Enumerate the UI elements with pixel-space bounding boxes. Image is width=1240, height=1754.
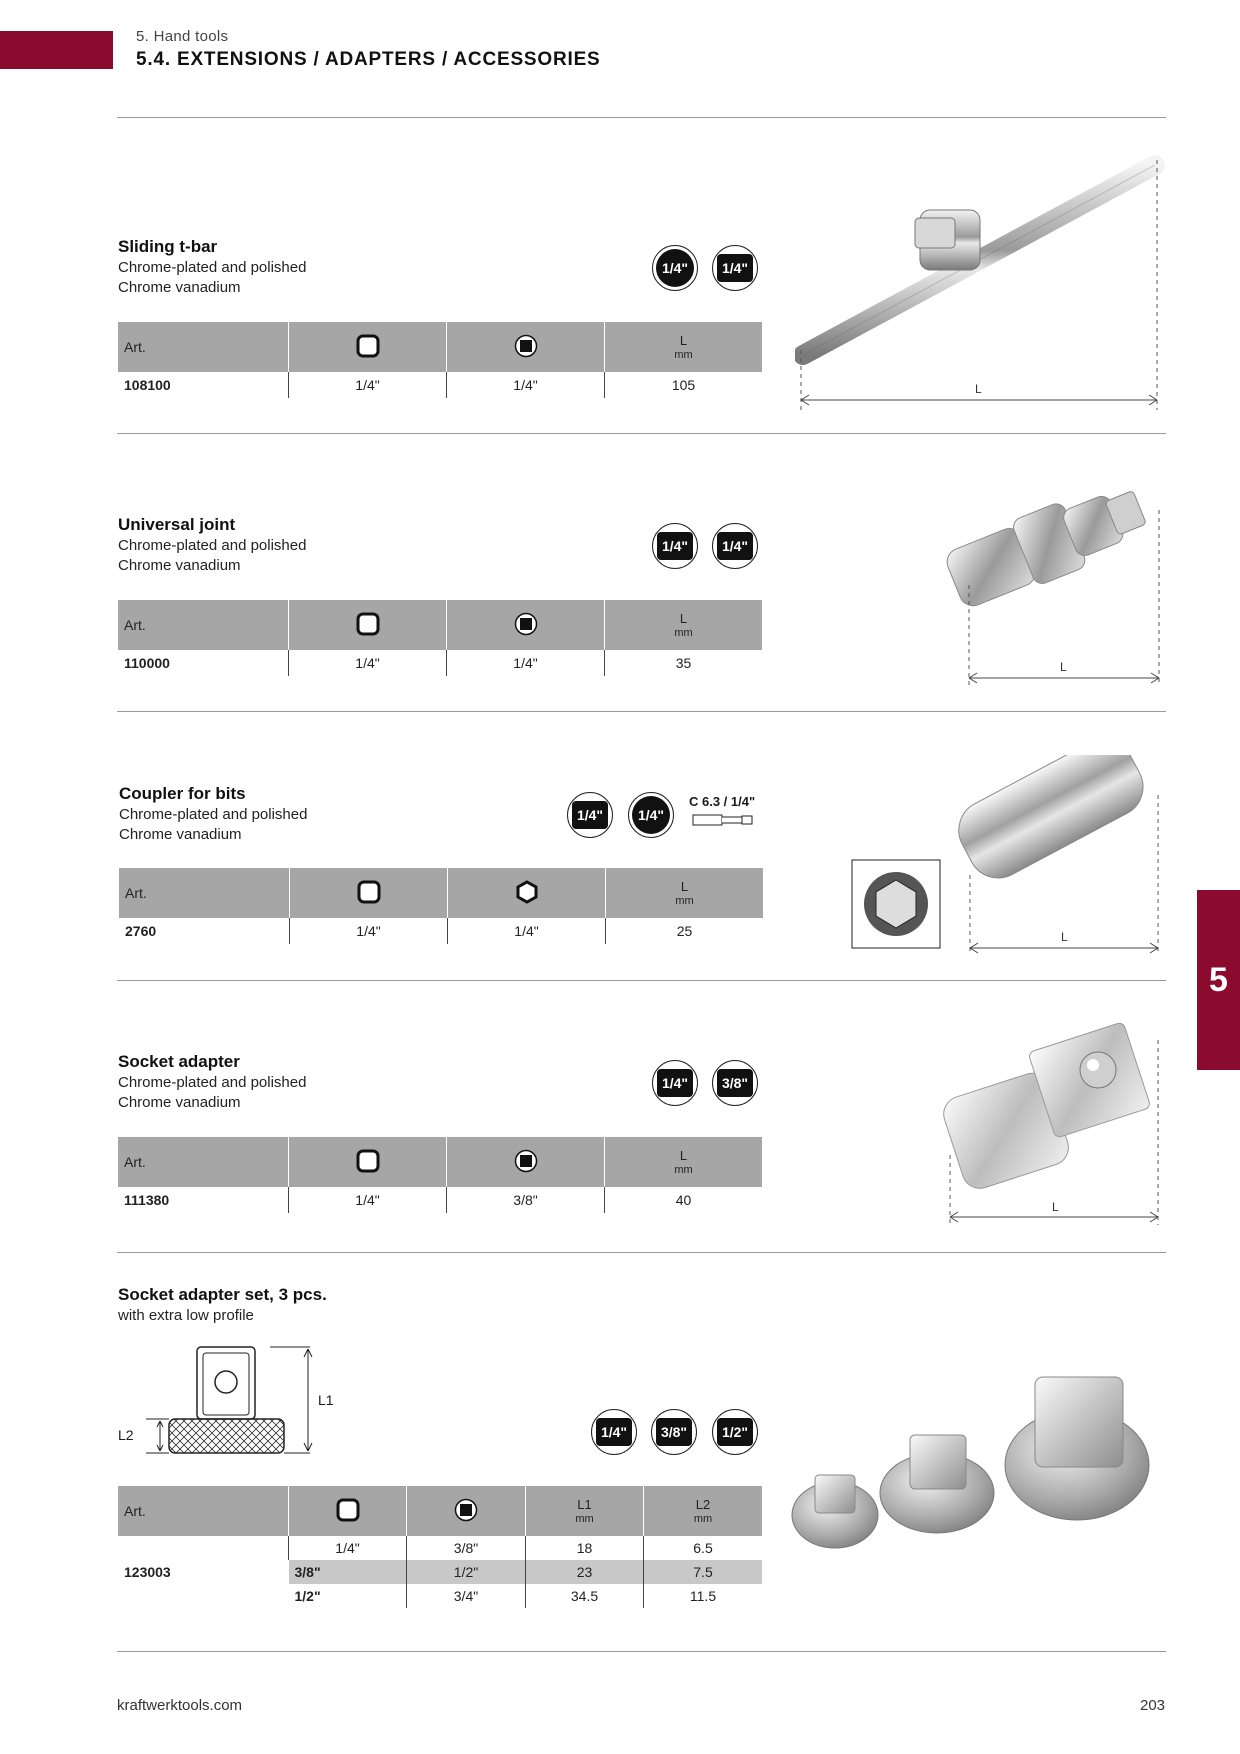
cell: 40 [605, 1187, 763, 1213]
spec-table [119, 868, 763, 944]
col-square-drive [289, 1486, 407, 1536]
divider [117, 433, 1166, 434]
product-desc-line: Chrome-plated and polished [118, 259, 307, 276]
dimension-label-l1: L1 [318, 1392, 334, 1408]
product-title: Sliding t-bar [118, 237, 218, 256]
socket-adapter-image [935, 1015, 1170, 1230]
col-square-out [407, 1486, 526, 1536]
breadcrumb: 5. Hand tools [136, 28, 229, 45]
spec-table [118, 1137, 762, 1213]
square-output-icon [514, 334, 538, 361]
cell: 7.5 [644, 1560, 763, 1584]
table-row [118, 650, 762, 676]
square-output-icon [514, 1149, 538, 1176]
col-length: L mm [605, 600, 763, 650]
square-output-icon [454, 1498, 478, 1525]
cell: 3/4" [407, 1584, 526, 1608]
col-square-out [447, 1137, 605, 1187]
drive-badge [651, 1409, 697, 1455]
cell: 34.5 [526, 1584, 644, 1608]
badge-label: 3/8" [656, 1418, 692, 1446]
cell: 105 [605, 372, 763, 398]
product-title: Socket adapter set, 3 pcs. [118, 1285, 327, 1304]
product-desc-line: Chrome-plated and polished [118, 537, 307, 554]
spec-table [118, 600, 762, 676]
drive-badge [652, 523, 698, 569]
col-square-out [447, 600, 605, 650]
product-desc [119, 805, 307, 845]
col-square-drive [290, 868, 448, 918]
drive-badge [712, 245, 758, 291]
col-art: Art. [118, 600, 289, 650]
art-number: 110000 [124, 655, 170, 671]
product-desc [118, 1073, 306, 1113]
spec-table [118, 1486, 762, 1608]
cell: 1/2" [294, 1588, 321, 1604]
badge-label: 1/4" [657, 532, 693, 560]
product-desc-line: Chrome-plated and polished [118, 1074, 307, 1091]
col-art: Art. [118, 322, 289, 372]
cell: 1/2" [407, 1560, 526, 1584]
product-title: Universal joint [118, 515, 236, 534]
dimension-label: L [1060, 660, 1067, 674]
cell: 1/4" [447, 650, 605, 676]
cell: 3/8" [447, 1187, 605, 1213]
page-title: 5.4. EXTENSIONS / ADAPTERS / ACCESSORIES [136, 49, 601, 70]
coupler-image [850, 755, 1170, 960]
cell: 3/8" [407, 1536, 526, 1560]
product-desc-line: Chrome vanadium [118, 1094, 241, 1111]
cell: 25 [606, 918, 764, 944]
badge-label: 1/4" [596, 1418, 632, 1446]
square-drive-icon [357, 880, 381, 907]
spec-table [118, 322, 762, 398]
hex-drive-icon [515, 880, 539, 907]
cell: 11.5 [644, 1584, 763, 1608]
sliding-tbar-image [795, 150, 1170, 415]
art-number: 2760 [125, 923, 157, 939]
cell: 1/4" [289, 1536, 407, 1560]
dimension-label: L [1052, 1200, 1059, 1214]
col-square-drive [289, 600, 447, 650]
dimension-label: L [975, 382, 982, 396]
badge-label: 1/4" [656, 249, 694, 287]
col-art: Art. [118, 1137, 289, 1187]
col-hex [448, 868, 606, 918]
badge-label: 3/8" [717, 1069, 753, 1097]
cell: 1/4" [448, 918, 606, 944]
square-drive-icon [356, 1149, 380, 1176]
product-title: Coupler for bits [119, 784, 246, 803]
col-length: L mm [605, 1137, 763, 1187]
badge-label: 1/4" [717, 532, 753, 560]
dimension-label-l2: L2 [118, 1427, 134, 1443]
col-length: L mm [605, 322, 763, 372]
badge-label: 1/4" [632, 796, 670, 834]
cell: 1/4" [290, 918, 448, 944]
product-desc [118, 258, 306, 298]
badge-label: 1/4" [572, 801, 608, 829]
divider [117, 117, 1166, 118]
product-desc-line: Chrome vanadium [118, 279, 241, 296]
art-number: 111380 [124, 1192, 170, 1208]
drive-badge [652, 1060, 698, 1106]
table-row [118, 1187, 762, 1213]
badge-label: 1/2" [717, 1418, 753, 1446]
square-drive-icon [356, 612, 380, 639]
cell: 23 [526, 1560, 644, 1584]
divider [117, 980, 1166, 981]
drive-badge [712, 1409, 758, 1455]
col-l1: L1 mm [526, 1486, 644, 1536]
col-square-out [447, 322, 605, 372]
col-l2: L2 mm [644, 1486, 763, 1536]
product-desc-line: Chrome vanadium [118, 557, 241, 574]
cell: 1/4" [289, 1187, 447, 1213]
product-desc [118, 536, 306, 576]
cell: 1/4" [447, 372, 605, 398]
badge-label: 1/4" [657, 1069, 693, 1097]
page-number: 203 [1140, 1697, 1166, 1714]
col-square-drive [289, 322, 447, 372]
divider [117, 1252, 1166, 1253]
universal-joint-image [925, 470, 1170, 690]
art-number: 123003 [124, 1564, 171, 1580]
art-number: 108100 [124, 377, 171, 393]
cell: 6.5 [644, 1536, 763, 1560]
col-square-drive [289, 1137, 447, 1187]
cell: 18 [526, 1536, 644, 1560]
drive-badge [652, 245, 698, 291]
square-drive-icon [356, 334, 380, 361]
table-row [119, 918, 763, 944]
product-desc-line: Chrome vanadium [119, 826, 242, 843]
square-output-icon [514, 612, 538, 639]
divider [117, 1651, 1166, 1652]
drive-badge [712, 1060, 758, 1106]
col-length: L mm [606, 868, 764, 918]
adapter-set-image [785, 1365, 1170, 1565]
footer-url: kraftwerktools.com [117, 1697, 243, 1714]
square-drive-icon [336, 1498, 360, 1525]
bit-icon [692, 812, 754, 828]
cell: 1/4" [289, 372, 447, 398]
badge-label: 1/4" [717, 254, 753, 282]
product-title: Socket adapter [118, 1052, 240, 1071]
product-subtitle: with extra low profile [118, 1307, 254, 1324]
cell: 1/4" [289, 650, 447, 676]
chapter-tab: 5 [1197, 890, 1240, 1070]
drive-badge [628, 792, 674, 838]
cell: 35 [605, 650, 763, 676]
header-accent-bar [0, 31, 113, 69]
cell: 3/8" [289, 1560, 407, 1584]
product-desc-line: Chrome-plated and polished [119, 806, 308, 823]
col-art: Art. [119, 868, 290, 918]
bit-size-label: C 6.3 / 1/4" [689, 794, 756, 809]
table-row [118, 372, 762, 398]
drive-badge [567, 792, 613, 838]
dimension-label: L [1061, 930, 1068, 944]
table-row [118, 1536, 762, 1560]
divider [117, 711, 1166, 712]
drive-badge [591, 1409, 637, 1455]
col-art: Art. [118, 1486, 289, 1536]
drive-badge [712, 523, 758, 569]
